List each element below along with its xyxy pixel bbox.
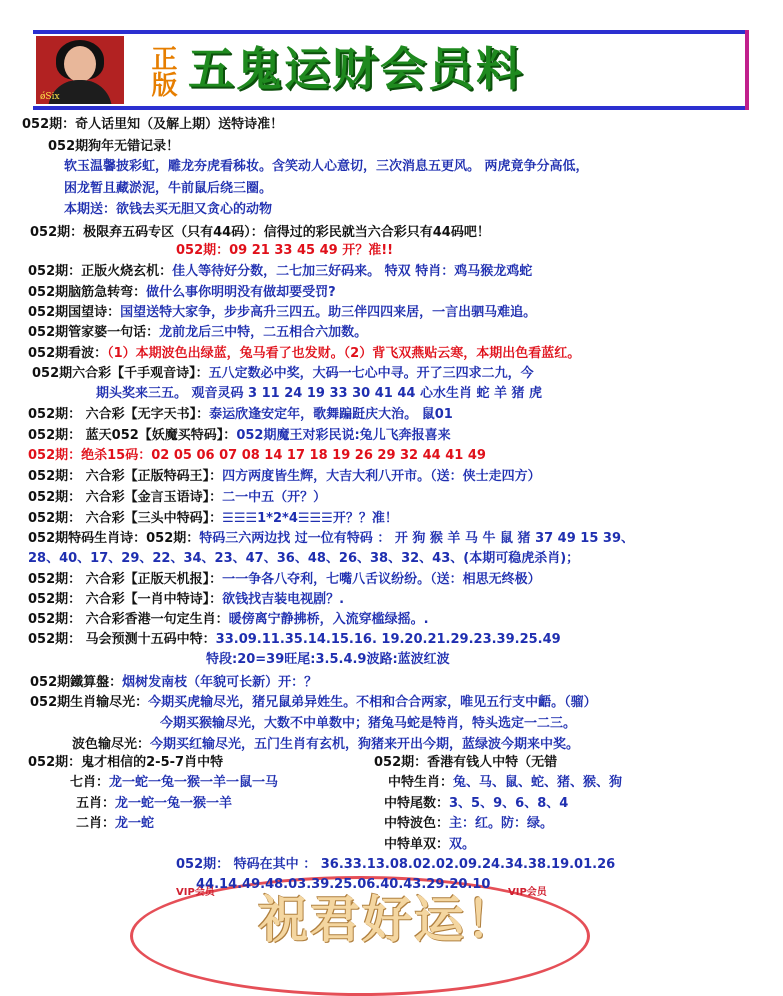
right-row-shengxiao: [388, 774, 622, 792]
riddle-text: 做什么事你明明没有做却要受罚?: [146, 285, 336, 300]
line-guanjia-row: [28, 324, 367, 342]
line-yaomo-row: [28, 427, 451, 445]
line-yixiao-row: [28, 591, 344, 609]
right-block-head: 052期：香港有钱人中特（无错: [374, 755, 558, 770]
yixiao-label: 052期： 六合彩【一肖中特诗】：: [28, 592, 223, 607]
line-red-numbers: 052期：09 21 33 45 49 开？准!!: [176, 243, 394, 258]
header-banner: [33, 30, 745, 110]
line-shengxiao-row: [28, 530, 634, 548]
tianshu-label: 052期： 六合彩【无字天书】：: [28, 407, 210, 422]
host-photo: [36, 36, 124, 104]
left-row-5-value: 龙一蛇一兔一猴一羊: [115, 796, 233, 811]
guanjia-label: 052期管家婆一句话：: [28, 325, 160, 340]
right-row-bose-value: 主：红。防：绿。: [449, 816, 554, 831]
tianshu-text: 泰运欣逢安定年，歌舞蹁跹庆大治。 鼠01: [209, 407, 453, 422]
guanyin-text: 五八定数必中奖，大码一七心中寻。开了三四求二九，今: [208, 366, 534, 381]
right-row-weishu-label: 中特尾数：: [384, 796, 450, 811]
bose-text: 今期买红输尽光，五门生肖有玄机，狗猪来开出今期，蓝绿波今期来中奖。: [150, 737, 580, 752]
tiesuanpan-text: 烟树发南枝（年貌可长新）开：？: [122, 675, 318, 690]
riddle-label: 052期脑筋急转弯：: [28, 285, 147, 300]
shengxiao-label: 052期特码生肖诗：052期：: [28, 531, 200, 546]
shuguang-line-2: 今期买猴输尽光，大数不中单数中；猪兔马蛇是特肖，特头选定一二三。: [160, 716, 577, 731]
line-shuguang-row: [30, 694, 597, 712]
right-row-bose: [384, 815, 553, 833]
left-row-2: [76, 815, 154, 833]
right-row-shengxiao-label: 中特生肖：: [388, 775, 454, 790]
xianggang-text: 暖傍离宁静拂桥，入流穿槛绿摇。.: [228, 612, 429, 627]
left-block-head: 052期：鬼才相信的2-5-7肖中特: [28, 755, 224, 770]
tianji-label: 052期： 六合彩【正版天机报】：: [28, 572, 223, 587]
line-mahui-row: [28, 631, 561, 649]
left-row-7-value: 龙一蛇一兔一猴一羊一鼠一马: [109, 775, 279, 790]
bose-label: 波色输尽光：: [72, 737, 151, 752]
line-44-codes: 052期：极限弃五码专区（只有44码）：信得过的彩民就当六合彩只有44码吧！: [30, 225, 490, 240]
yaomo-label: 052期： 蓝天052【妖魔买特码】：: [28, 428, 237, 443]
poem-line-2: 困龙暂且藏淤泥，牛前鼠后绕三圈。: [64, 181, 273, 196]
line-bose-row: [72, 736, 579, 754]
final-numbers-1: 36.33.13.08.02.02.09.24.34.38.19.01.26: [320, 857, 616, 872]
right-row-danshuang-label: 中特单双：: [384, 837, 450, 852]
line-xianggang-row: [28, 611, 429, 629]
line-temawang-row: [28, 468, 541, 486]
right-row-danshuang-value: 双。: [449, 837, 476, 852]
line-guowang-row: [28, 304, 536, 322]
shuguang-text: 今期买虎输尽光，猪兄鼠弟异姓生。不相和合合两家，唯见五行支中齬。（骝）: [148, 695, 597, 710]
mahui-label: 052期： 马会预测十五码中特：: [28, 632, 216, 647]
line-tianji-row: [28, 571, 541, 589]
photo-signature: ǿSix: [40, 92, 60, 102]
line-kill-15: 052期：绝杀15码：02 05 06 07 08 14 17 18 19 26 29 32 44 41 49: [28, 448, 486, 463]
tiesuanpan-label: 052期鐵算盤：: [30, 675, 123, 690]
guanjia-text: 龙前龙后三中特，二五相合六加数。: [159, 325, 368, 340]
temawang-label: 052期： 六合彩【正版特码王】：: [28, 469, 223, 484]
left-row-5-label: 五肖：: [76, 796, 116, 811]
shengxiao-text: 特码三六两边找 过一位有特码 ： 开 狗 猴 羊 马 牛 鼠 猪 37 49 15 39、: [199, 531, 635, 546]
right-row-weishu: [384, 795, 568, 813]
line-2: 052期狗年无错记录！: [48, 139, 180, 154]
line-kanbo-row: [28, 345, 580, 363]
jinyan-label: 052期： 六合彩【金言玉语诗】：: [28, 490, 223, 505]
xianggang-label: 052期： 六合彩香港一句定生肖：: [28, 612, 229, 627]
kanbo-label: 052期看波：: [28, 346, 108, 361]
temawang-text: 四方两度皆生辉，大吉大利八开市。（送：侠士走四方）: [222, 469, 541, 484]
jinyan-text: 二一中五（开？）: [222, 490, 327, 505]
stamp-text-right: VIP会员: [508, 887, 547, 898]
line-tiesuanpan-row: [30, 674, 317, 692]
tianji-text: 一一争各八夺利，七嘴八舌议纷纷。（送：相思无终极）: [222, 572, 541, 587]
page-title: 五鬼运财会员料: [188, 42, 524, 96]
guowang-text: 国望送特大家争，步步高升三四五。助三伴四四来居，一言出驷马难追。: [120, 305, 537, 320]
line-guanyin-row: [32, 365, 534, 383]
final-numbers-2: 44.14.49.48.03.39.25.06.40.43.29.20.10: [196, 877, 491, 892]
stamp-text-left: VIP会员: [176, 887, 215, 898]
line-tianshu-row: [28, 406, 453, 424]
line-riddle-row: [28, 284, 336, 302]
mahui-numbers: 33.09.11.35.14.15.16. 19.20.21.29.23.39.25.49: [215, 632, 561, 647]
line-fire-row: [28, 263, 532, 281]
fire-label: 052期：正版火烧玄机：: [28, 264, 173, 279]
santou-text: ☰☰☰1*2*4☰☰☰开？？准！: [222, 511, 398, 526]
line-jinyan-row: [28, 489, 326, 507]
line-santou-row: [28, 510, 398, 528]
blessing-text: 祝君好运！: [258, 890, 518, 949]
right-row-shengxiao-value: 兔、马、鼠、蛇、猪、猴、狗: [453, 775, 623, 790]
poem-line-3: 本期送：欲钱去买无胆又贪心的动物: [64, 202, 273, 217]
poem-line-1: 软玉温馨披彩虹，雕龙夯虎看秭妆。含笑动人心意切，三次消息五更风。 两虎竟争分高低，: [64, 159, 589, 174]
yaomo-text: 052期魔王对彩民说:兔儿飞奔报喜来: [236, 428, 451, 443]
final-prefix: 052期： 特码在其中 ：: [176, 857, 317, 872]
mahui-line-2: 特段:20=39旺尾:3.5.4.9波路:蓝波红波: [206, 652, 450, 667]
guanyin-label: 052期六合彩【千手观音诗】：: [32, 366, 209, 381]
line-1: 052期：奇人话里知（及解上期）送特诗准！: [22, 117, 284, 132]
right-row-weishu-value: 3、5、9、6、8、4: [449, 796, 569, 811]
guowang-label: 052期国望诗：: [28, 305, 121, 320]
left-row-2-value: 龙一蛇: [115, 816, 155, 831]
fire-text: 佳人等待好分数，二七加三好码来。 特双 特肖：鸡马猴龙鸡蛇: [172, 264, 533, 279]
left-row-7-label: 七肖：: [70, 775, 110, 790]
santou-label: 052期： 六合彩【三头中特码】：: [28, 511, 223, 526]
shuguang-label: 052期生肖输尽光：: [30, 695, 149, 710]
zhengban-badge: 正版: [147, 45, 177, 97]
kanbo-text: （1）本期波色出绿蓝，兔马看了也发财。（2）背飞双燕贴云寒，本期出色看蓝红。: [107, 346, 581, 361]
right-row-danshuang: [384, 836, 475, 854]
guanyin-line-2: 期头奖来三五。 观音灵码 3 11 24 19 33 30 41 44 心水生肖 蛇 羊 猪 虎: [96, 386, 543, 401]
shengxiao-line-2: 28、40、17、29、22、34、23、47、36、48、26、38、32、43、(本期可稳虎杀肖)；: [28, 551, 580, 566]
left-row-7: [70, 774, 278, 792]
final-line-1: [176, 856, 615, 874]
left-row-5: [76, 795, 232, 813]
right-row-bose-label: 中特波色：: [384, 816, 450, 831]
left-row-2-label: 二肖：: [76, 816, 116, 831]
header-right-edge: [745, 30, 749, 110]
yixiao-text: 欲钱找吉装电视剧？.: [222, 592, 345, 607]
